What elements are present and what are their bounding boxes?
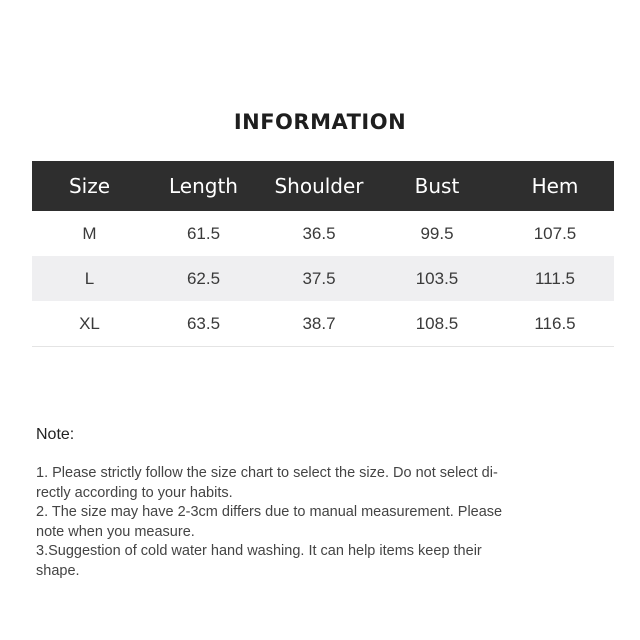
cell-bust: 99.5 xyxy=(378,211,496,256)
cell-bust: 103.5 xyxy=(378,256,496,301)
cell-shoulder: 37.5 xyxy=(260,256,378,301)
cell-hem: 116.5 xyxy=(496,301,614,347)
cell-length: 61.5 xyxy=(147,211,260,256)
cell-size: XL xyxy=(32,301,147,347)
table-row xyxy=(32,301,614,347)
cell-size: M xyxy=(32,211,147,256)
header-length: Length xyxy=(147,161,260,211)
note-line: shape. xyxy=(36,562,80,579)
note-line: rectly according to your habits. xyxy=(36,484,233,501)
cell-size: L xyxy=(32,256,147,301)
note-line: 2. The size may have 2-3cm differs due to manual measurement. Please xyxy=(36,504,503,521)
cell-bust: 108.5 xyxy=(378,301,496,347)
cell-shoulder: 38.7 xyxy=(260,301,378,347)
note-line: 3.Suggestion of cold water hand washing. It can help items keep their xyxy=(36,543,482,560)
page-title: INFORMATION xyxy=(233,110,407,134)
note-line: 1. Please strictly follow the size chart to select the size. Do not select di- xyxy=(36,465,498,481)
header-bust: Bust xyxy=(378,161,496,211)
cell-length: 62.5 xyxy=(147,256,260,301)
cell-length: 63.5 xyxy=(147,301,260,347)
note-text xyxy=(36,464,596,582)
note-line: note when you measure. xyxy=(36,523,195,540)
size-chart-table xyxy=(32,161,614,347)
cell-shoulder: 36.5 xyxy=(260,211,378,256)
header-hem: Hem xyxy=(496,161,614,211)
table-row xyxy=(32,256,614,301)
note-heading: Note: xyxy=(36,426,75,443)
cell-hem: 107.5 xyxy=(496,211,614,256)
header-shoulder: Shoulder xyxy=(260,161,378,211)
table-row xyxy=(32,211,614,256)
header-size: Size xyxy=(32,161,147,211)
table-header-row xyxy=(32,161,614,211)
cell-hem: 111.5 xyxy=(496,256,614,301)
